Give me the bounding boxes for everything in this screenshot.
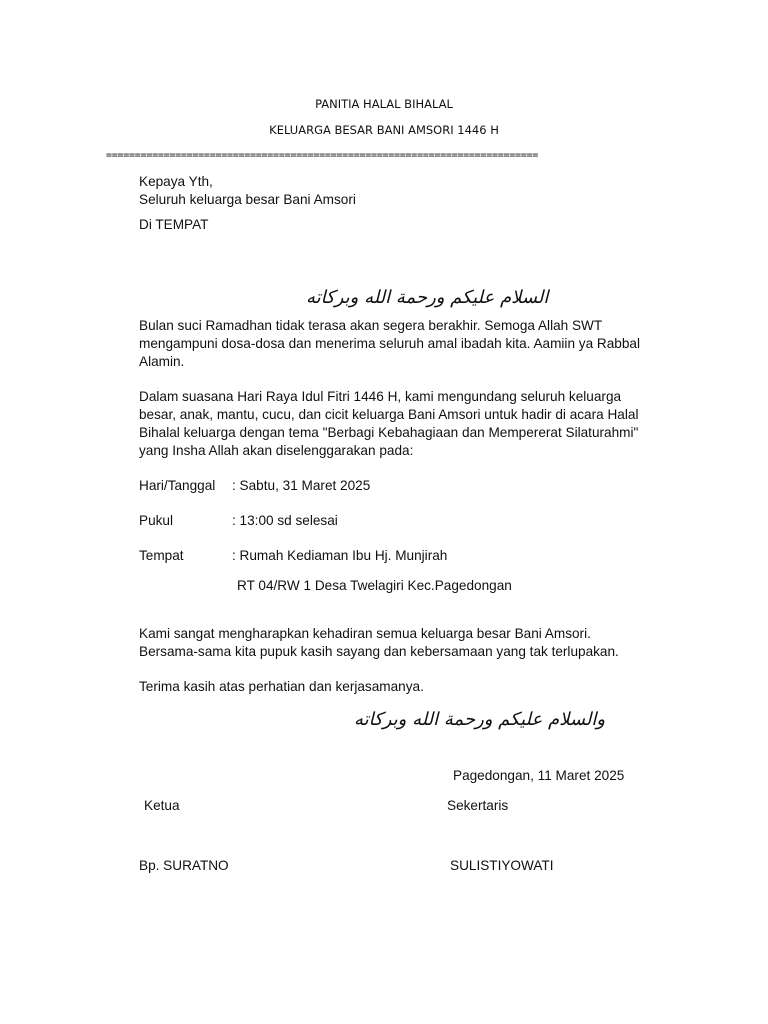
opening-greeting-calligraphy xyxy=(138,276,549,319)
recipient-salutation: Kepaya Yth, xyxy=(139,174,213,189)
event-place-value: : Rumah Kediaman Ibu Hj. Munjirah xyxy=(232,548,448,563)
event-time-value: : 13:00 sd selesai xyxy=(232,513,338,528)
signature-left-title: Ketua xyxy=(144,798,180,813)
closing-thanks: Terima kasih atas perhatian dan kerjasamanya. xyxy=(139,679,424,694)
paragraph-line: Bulan suci Ramadhan tidak terasa akan segera berakhir. Semoga Allah SWT xyxy=(139,318,603,333)
event-place-address: RT 04/RW 1 Desa Twelagiri Kec.Pagedongan xyxy=(237,578,512,593)
paragraph-line: Dalam suasana Hari Raya Idul Fitri 1446 H, kami mengundang seluruh keluarga xyxy=(139,389,622,404)
closing-line-2: Bersama-sama kita pupuk kasih sayang dan kebersamaan yang tak terlupakan. xyxy=(139,644,619,659)
paragraph-intro xyxy=(139,317,679,371)
signature-left-name: Bp. SURATNO xyxy=(139,858,229,873)
recipient-name: Seluruh keluarga besar Bani Amsori xyxy=(139,192,356,207)
paragraph-line: Bihalal keluarga dengan tema "Berbagi Kebahagiaan dan Mempererat Silaturahmi" xyxy=(139,425,639,440)
header-divider: =========================================================================== xyxy=(106,150,539,161)
paragraph-line: besar, anak, mantu, cucu, dan cicit keluarga Bani Amsori untuk hadir di acara Halal xyxy=(139,407,639,422)
paragraph-line: yang Insha Allah akan diselenggarakan pada: xyxy=(139,443,414,458)
event-place-label: Tempat xyxy=(139,548,184,563)
signature-right-title: Sekertaris xyxy=(447,798,509,813)
signature-right-name: SULISTIYOWATI xyxy=(450,858,554,873)
svg-text:والسلام عليكم ورحمة الله وبركا: والسلام عليكم ورحمة الله وبركاته xyxy=(354,709,606,730)
signature-place-date: Pagedongan, 11 Maret 2025 xyxy=(453,768,625,783)
paragraph-line: Alamin. xyxy=(139,354,185,369)
event-day-label: Hari/Tanggal xyxy=(139,478,216,493)
paragraph-line: mengampuni dosa-dosa dan menerima seluruh amal ibadah kita. Aamiin ya Rabbal xyxy=(139,336,640,351)
event-time-label: Pukul xyxy=(139,513,174,528)
event-day-value: : Sabtu, 31 Maret 2025 xyxy=(232,478,371,493)
header-subtitle: KELUARGA BESAR BANI AMSORI 1446 H xyxy=(269,123,499,137)
closing-greeting-calligraphy xyxy=(138,700,606,741)
svg-text:السلام عليكم ورحمة الله وبركات: السلام عليكم ورحمة الله وبركاته xyxy=(306,287,549,308)
recipient-place: Di TEMPAT xyxy=(139,217,209,232)
header-title: PANITIA HALAL BIHALAL xyxy=(315,97,453,111)
paragraph-invitation xyxy=(139,388,679,460)
closing-line-1: Kami sangat mengharapkan kehadiran semua keluarga besar Bani Amsori. xyxy=(139,626,591,641)
